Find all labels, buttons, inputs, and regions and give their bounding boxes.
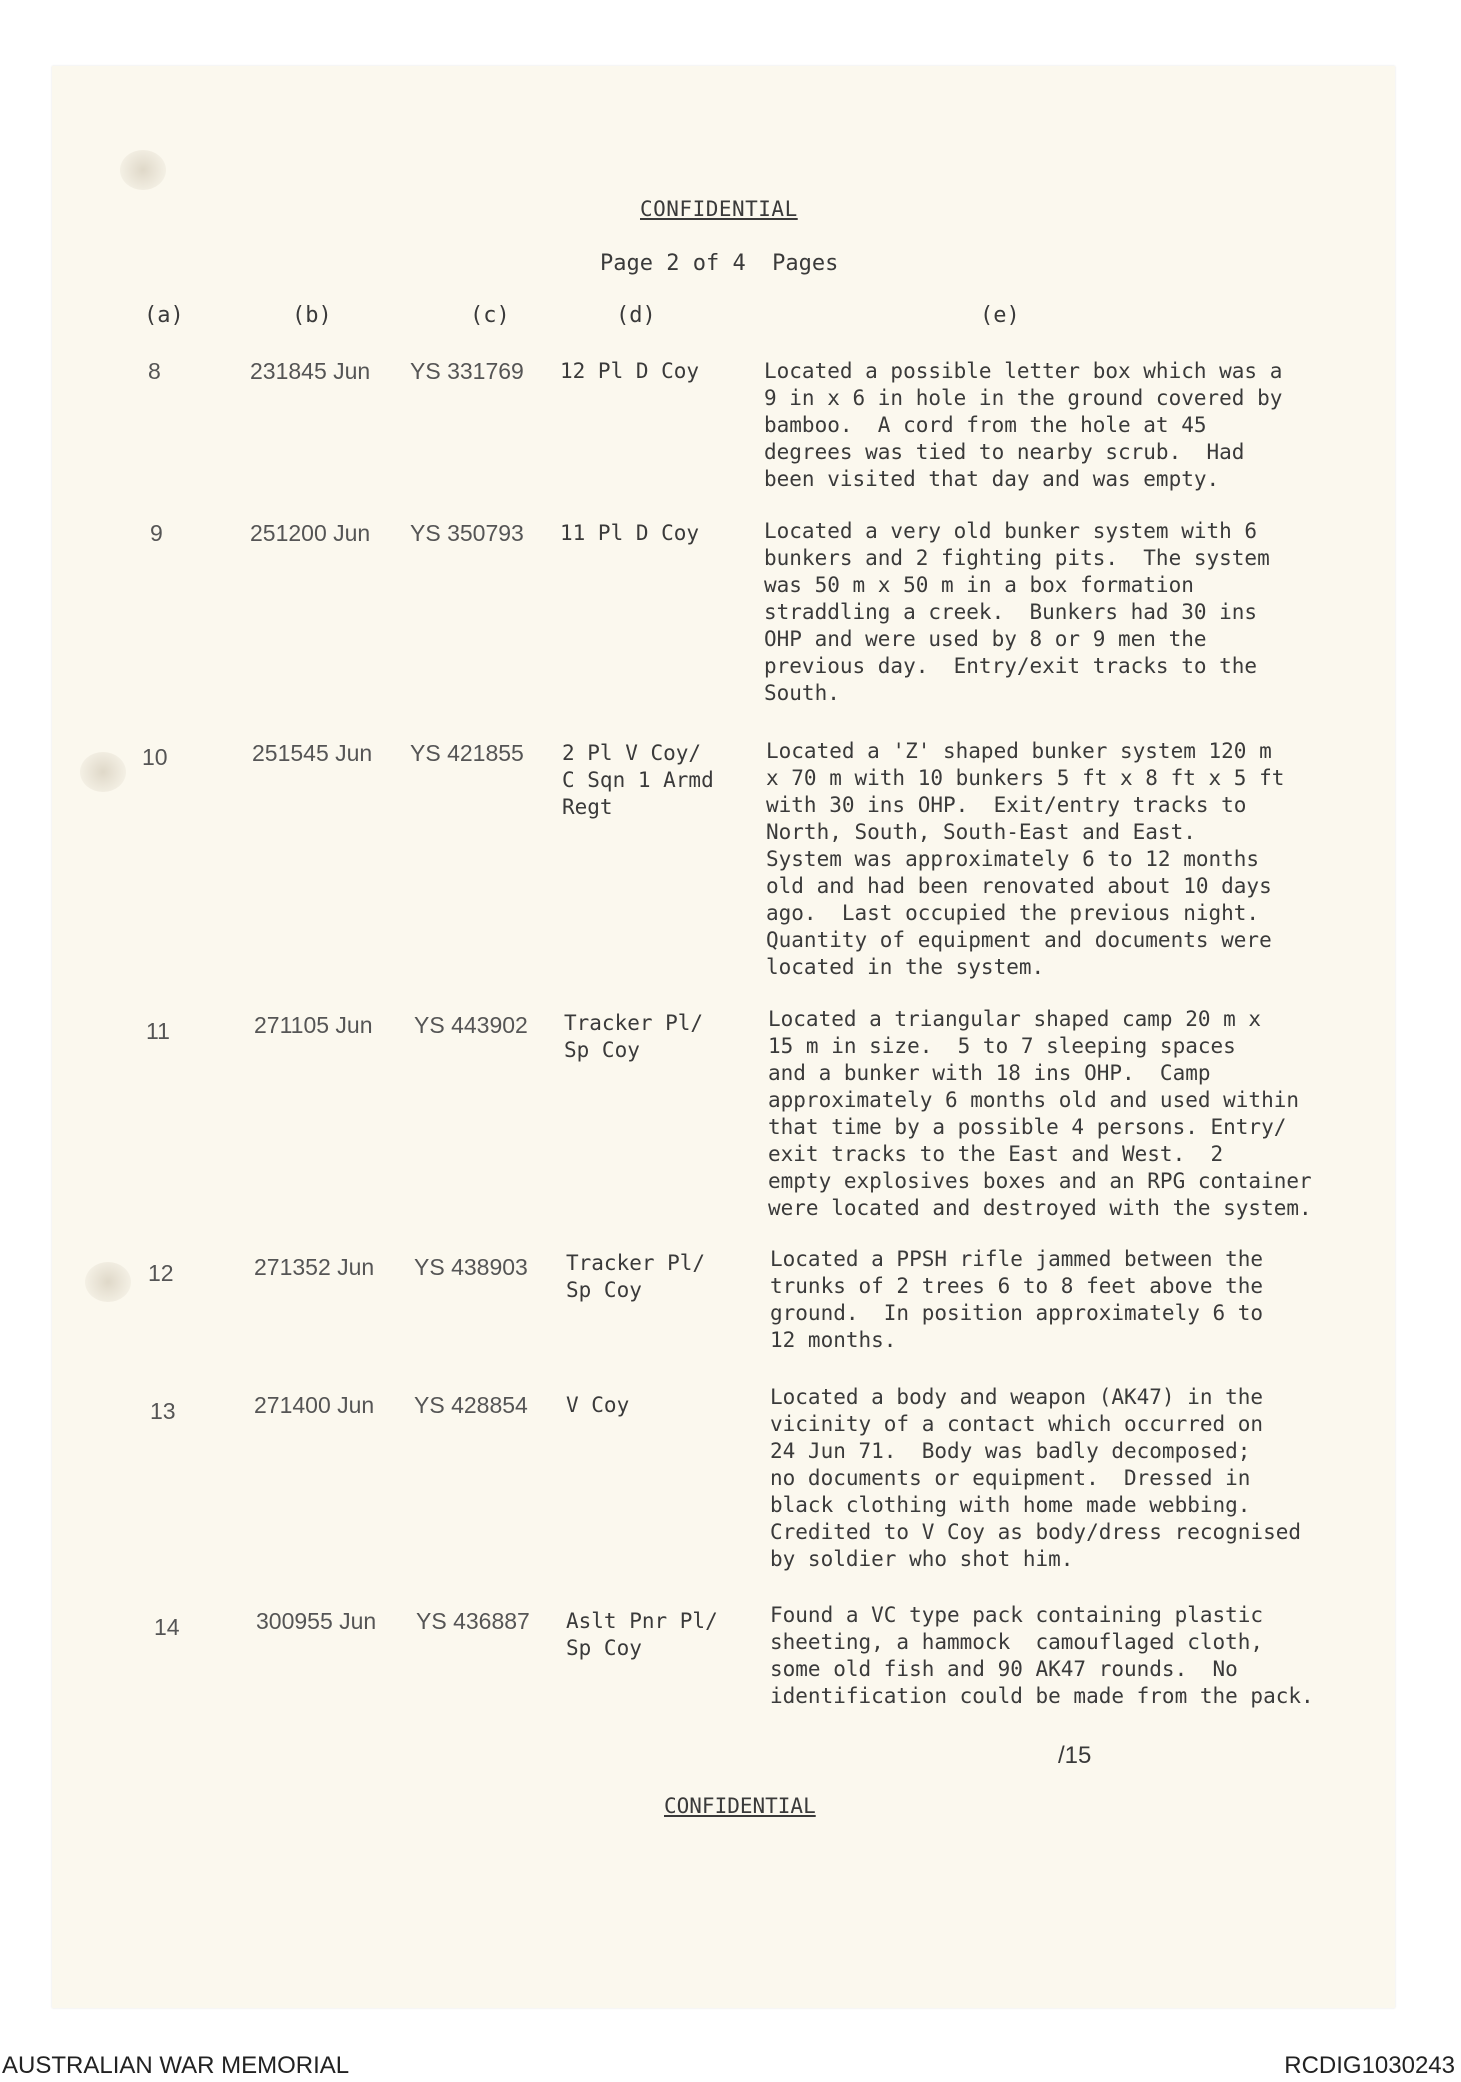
column-header-b: (b): [292, 303, 332, 328]
row-time: 271105 Jun: [254, 1012, 373, 1038]
row-details: Located a very old bunker system with 6 bunkers and 2 fighting pits. The system was 50 m x 50 m in a box formation straddling a creek. Bunkers had 30 ins OHP and were used by 8 or 9 men the previous day. Entry/exit tracks to the South.: [764, 519, 1270, 705]
row-time: 271400 Jun: [254, 1392, 375, 1418]
row-unit: Tracker Pl/ Sp Coy: [564, 1011, 704, 1062]
row-unit: 11 Pl D Coy: [560, 521, 700, 545]
row-grid: YS 350793: [410, 520, 524, 546]
row-unit: Aslt Pnr Pl/ Sp Coy: [566, 1609, 718, 1660]
row-grid: YS 421855: [410, 740, 524, 766]
row-details: Located a triangular shaped camp 20 m x 15 m in size. 5 to 7 sleeping spaces and a bunker with 18 ins OHP. Camp approximately 6 months old and used within that time by a possible 4 persons. Entry/ exit tracks to the East and West. 2 empty explosives boxes and an RPG container were located and destroyed with the system.: [768, 1007, 1312, 1220]
row-grid: YS 428854: [414, 1392, 528, 1418]
row-time: 251200 Jun: [250, 520, 371, 546]
column-header-e: (e): [980, 303, 1020, 328]
row-unit: 2 Pl V Coy/ C Sqn 1 Armd Regt: [562, 741, 714, 819]
hole-punch-mark: [120, 150, 166, 190]
row-serial: 13: [150, 1398, 176, 1424]
column-header-d: (d): [616, 303, 656, 328]
row-details: Located a 'Z' shaped bunker system 120 m x 70 m with 10 bunkers 5 ft x 8 ft x 5 ft with 30 ins OHP. Exit/entry tracks to North, South, South-East and East. System was approximately 6 to 12 months old and had been renovated about 10 days ago. Last occupied the previous night. Quantity of equipment and documents were located in the system.: [766, 739, 1285, 979]
row-time: 251545 Jun: [252, 740, 373, 766]
row-details: Found a VC type pack containing plastic sheeting, a hammock camouflaged cloth, some old fish and 90 AK47 rounds. No identification could be made from the pack.: [770, 1603, 1314, 1708]
hole-punch-mark: [85, 1262, 131, 1302]
row-serial: 9: [150, 520, 163, 546]
watermark-right: RCDIG1030243: [1284, 2052, 1455, 2079]
row-grid: YS 443902: [414, 1012, 528, 1038]
column-header-c: (c): [470, 303, 510, 328]
row-serial: 10: [142, 744, 168, 770]
column-header-a: (a): [144, 303, 184, 328]
row-details: Located a body and weapon (AK47) in the vicinity of a contact which occurred on 24 Jun 71. Body was badly decomposed; no documents or equipment. Dressed in black clothing with home made webbing. Credited to V Coy as body/dress recognised by soldier who shot him.: [770, 1385, 1302, 1571]
row-unit: V Coy: [566, 1393, 630, 1417]
hole-punch-mark: [80, 752, 126, 792]
row-details: Located a possible letter box which was a 9 in x 6 in hole in the ground covered by bamboo. A cord from the hole at 45 degrees was tied to nearby scrub. Had been visited that day and was empty.: [764, 359, 1283, 491]
continuation-note: /15: [1058, 1742, 1092, 1769]
row-unit: Tracker Pl/ Sp Coy: [566, 1251, 706, 1302]
row-serial: 11: [146, 1018, 170, 1044]
row-serial: 8: [148, 358, 161, 384]
row-grid: YS 331769: [410, 358, 524, 384]
page-number: Page 2 of 4 Pages: [600, 251, 839, 276]
row-time: 271352 Jun: [254, 1254, 375, 1280]
row-details: Located a PPSH rifle jammed between the trunks of 2 trees 6 to 8 feet above the ground. In position approximately 6 to 12 months.: [770, 1247, 1264, 1352]
footer-classification: CONFIDENTIAL: [664, 1794, 816, 1818]
row-time: 231845 Jun: [250, 358, 371, 384]
row-serial: 14: [154, 1614, 180, 1640]
watermark-left: AUSTRALIAN WAR MEMORIAL: [2, 2052, 350, 2079]
row-grid: YS 438903: [414, 1254, 528, 1280]
row-time: 300955 Jun: [256, 1608, 377, 1634]
row-grid: YS 436887: [416, 1608, 530, 1634]
row-serial: 12: [148, 1260, 174, 1286]
row-unit: 12 Pl D Coy: [560, 359, 700, 383]
header-classification: CONFIDENTIAL: [640, 197, 798, 221]
